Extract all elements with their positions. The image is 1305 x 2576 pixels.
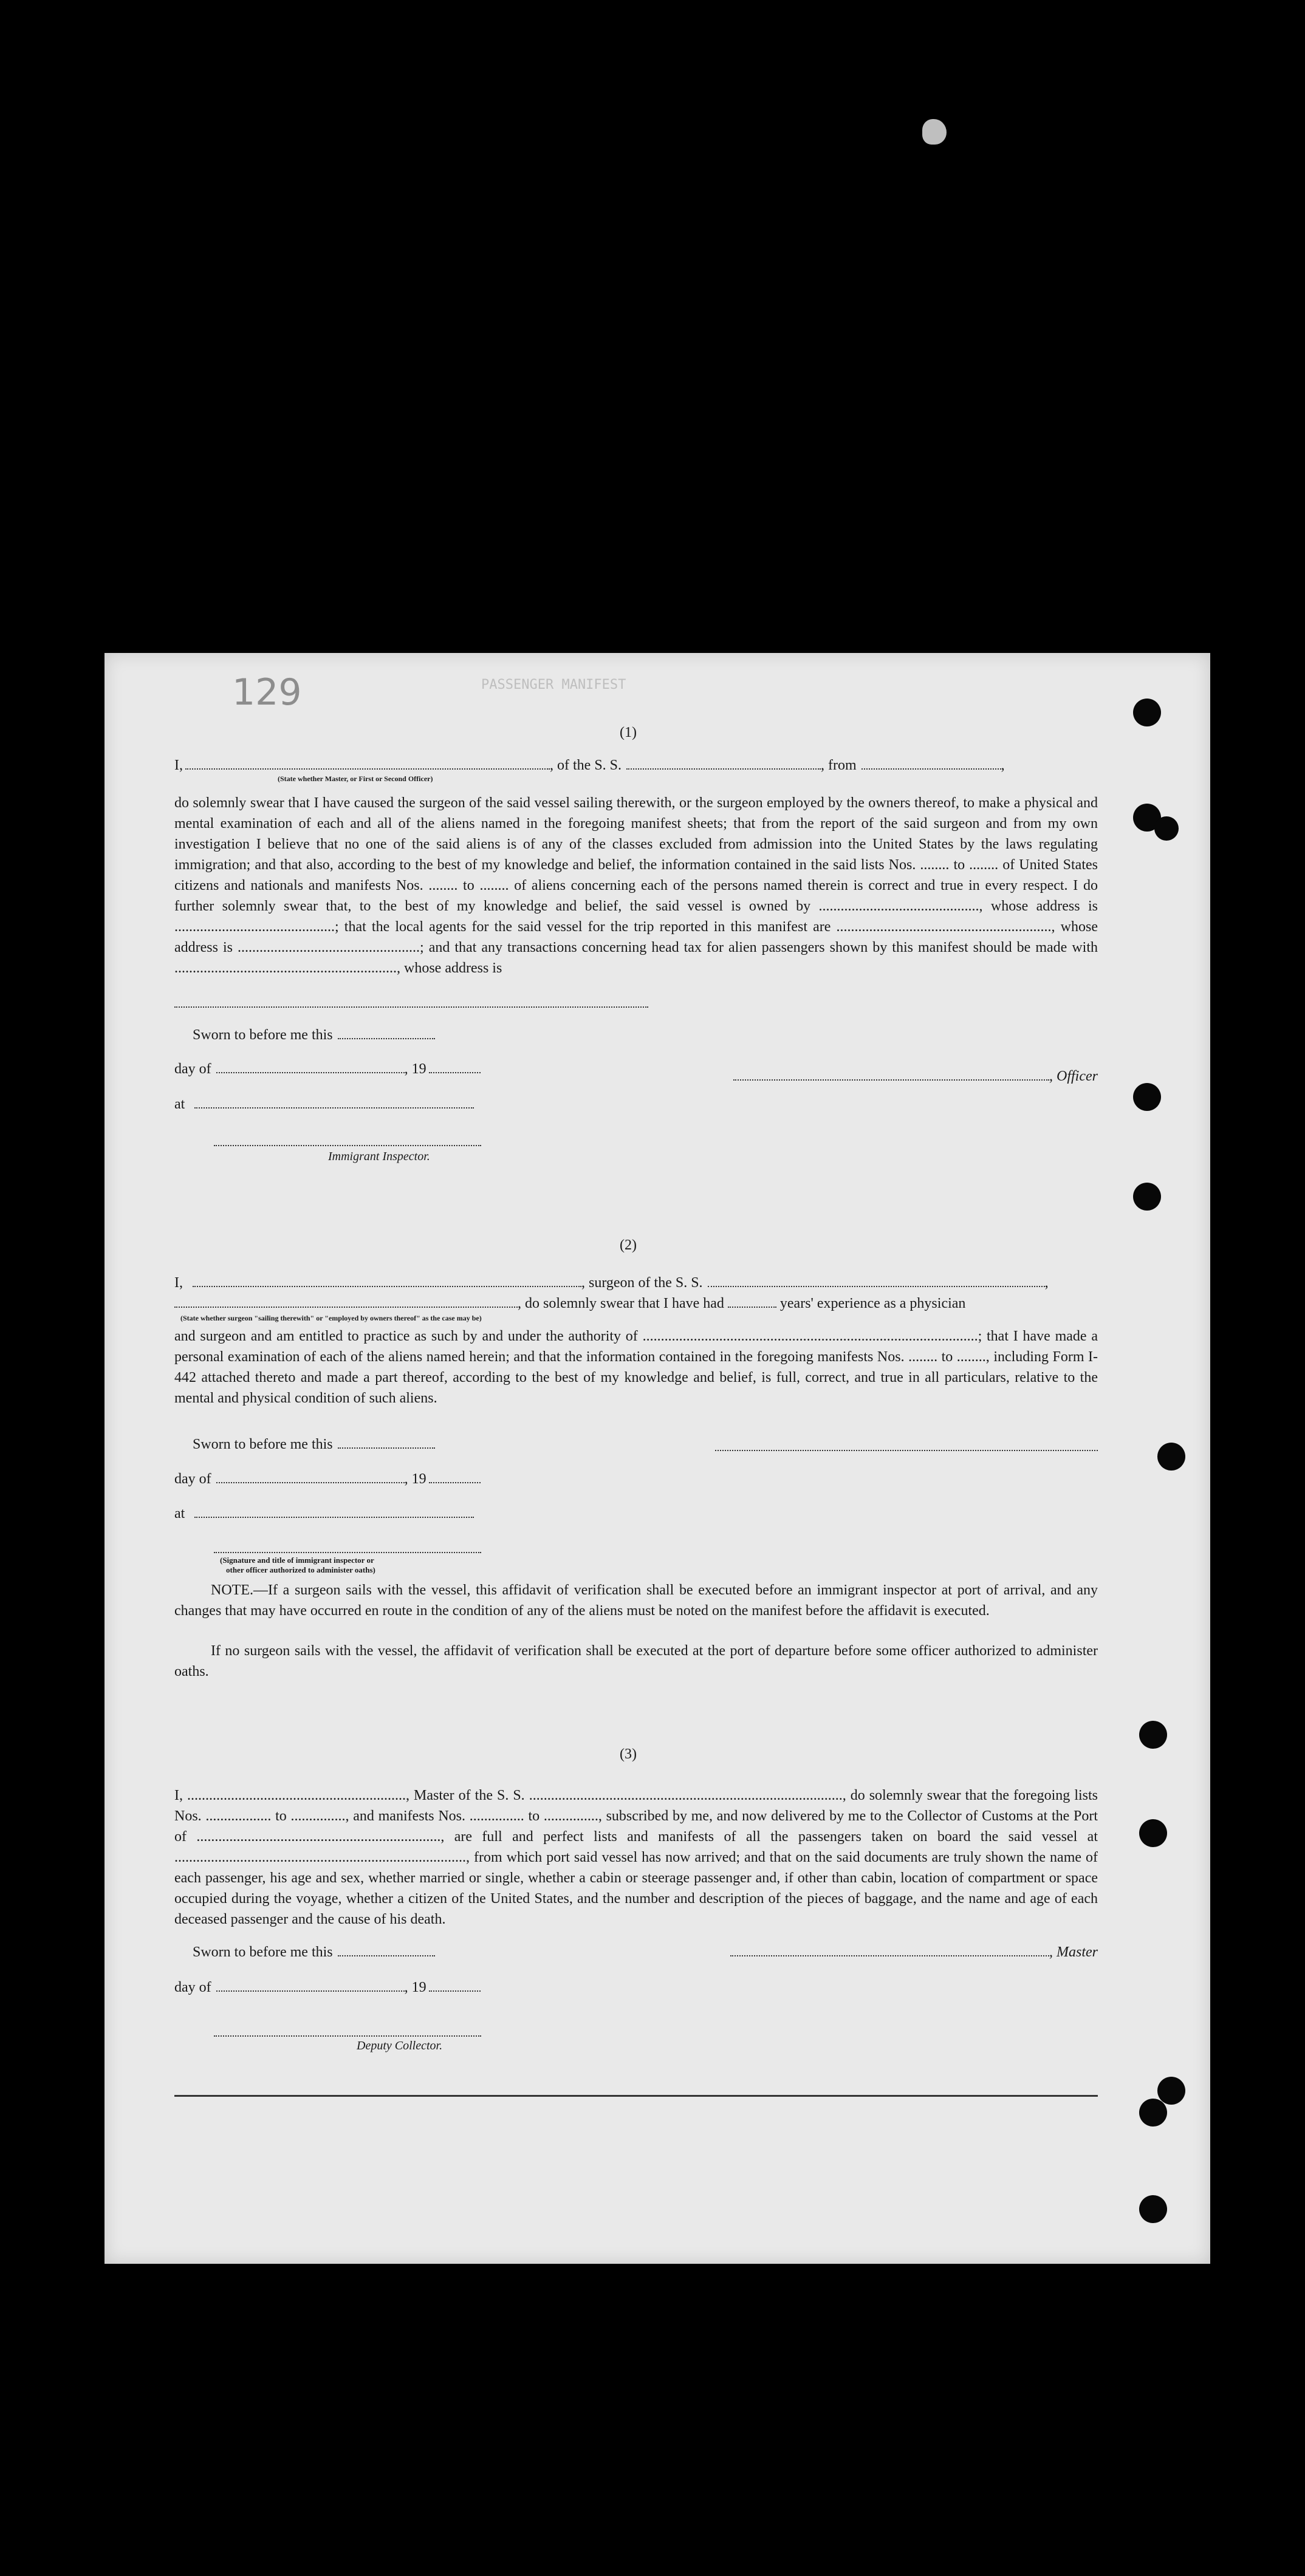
section-2-sworn-line: Sworn to before me this [193,1434,496,1455]
master-signature-line: , Master [715,1942,1098,1963]
signature-title-hint-2: other officer authorized to administer oaths) [226,1565,375,1574]
handwritten-number: 129 [232,671,302,714]
officer-signature-line: , Officer [715,1066,1098,1087]
section-3-number: (3) [620,1746,637,1762]
immigrant-inspector-label: Immigrant Inspector. [328,1150,430,1163]
binder-hole [1157,1443,1185,1471]
collector-signature-line [214,2034,481,2037]
binder-hole [1133,1183,1161,1211]
manifest-back-page [104,653,1210,2264]
surgeon-note: NOTE.—If a surgeon sails with the vessel, this affidavit of verification shall be executed before an immigrant inspector at port of arrival, and any changes that may have occurred en route in the condition of any of the aliens must be noted on the manifest before the affidavit is executed. [174,1582,1098,1619]
binder-hole [1139,1819,1167,1847]
section-2-second-line: , do solemnly swear that I have had years' experience as a physician [174,1293,1098,1314]
section-1-affidavit-text: do solemnly swear that I have caused the surgeon of the said vessel sailing therewith, or the surgeon employed by the owners thereof, to make a physical and mental examination of each and all of the aliens named in the foregoing manifest sheets; that from the report of the said surgeon and from my own investigation I believe that no one of the said aliens is of any of the classes excluded from admission into the United States by the laws regulating immigration; and that also, according to the best of my knowledge and belief, the information contained in the said lists Nos. ........ to ........ of United States citizens and nationals and manifests Nos. ........ to ........ of aliens concerning each of the persons named therein is correct and true in every respect. I do further solemnly swear that, to the best of my knowledge and belief, the said vessel is owned by ............................................, whose address is ............................................; that the local agents for the said vessel for the trip reported in this manifest are ..........................................................., whose address is ..................................................; and that any transactions concerning head tax for alien passengers shown by this manifest should be made with ............................................................., whose address is [174,795,1098,976]
bottom-rule [174,2095,1098,2097]
blank-line [174,1005,648,1008]
binder-hole [1139,2195,1167,2223]
section-3-affidavit-text: I, ............................................................, Master of the S. S. ......................................................................................, do solemnly swear that the foregoing lists Nos. .................. to ..............., and manifests Nos. ............... to ..............., subscribed by me, and now delivered by me to the Collector of Customs at the Port of ..................................................................., are full and perfect lists and manifests of all the passengers taken on board the said vessel at ................................................................................, from which port said vessel has now arrived; and that on the said documents are truly shown the name of each passenger, his age and sex, whether married or single, whether a cabin or steerage passenger and, if other than cabin, location of compartment or space occupied during the voyage, whether a citizen of the United States, and the number and description of the pieces of baggage, and the name and age of each deceased passenger and the cause of his death. [174,1788,1098,1927]
no-surgeon-note: If no surgeon sails with the vessel, the affidavit of verification shall be executed at the port of departure before some officer authorized to administer oaths. [174,1643,1098,1679]
film-speck [922,119,947,145]
section-1-at-line: at [174,1094,539,1115]
section-3-sworn-line: Sworn to before me this [193,1942,496,1963]
inspector-signature-line [214,1144,481,1146]
section-2-day-line: day of , 19 [174,1469,539,1489]
binder-hole [1139,2099,1167,2127]
binder-hole [1157,2077,1185,2105]
deputy-collector-label: Deputy Collector. [357,2039,443,2052]
section-1-number: (1) [620,725,637,740]
binder-hole [1139,1721,1167,1749]
section-3-day-line: day of , 19 [174,1977,539,1998]
surgeon-status-hint: (State whether surgeon "sailing therewith" or "employed by owners thereof" as the case may be) [180,1314,482,1322]
section-2-number: (2) [620,1237,637,1253]
section-2-first-line: I, , surgeon of the S. S. , [174,1275,1049,1291]
binder-hole [1133,699,1161,726]
officer-rank-hint: (State whether Master, or First or Second Officer) [278,774,433,783]
section-2-affidavit-text: and surgeon and am entitled to practice as such by and under the authority of ............................................................................................; that I have made a personal examination of each of the aliens named herein; and that the information contained in the foregoing manifests Nos. ........ to ........, including Form I-442 attached thereto and made a part thereof, according to the best of my knowledge and belief, is full, correct, and true in all particulars, relative to the mental and physical condition of such aliens. [174,1328,1098,1406]
binder-hole [1154,816,1179,841]
section-1-sworn-line: Sworn to before me this [193,1025,496,1045]
inspector-signature-line [214,1551,481,1553]
signature-title-hint-1: (Signature and title of immigrant inspector or [220,1556,374,1565]
binder-hole [1133,1083,1161,1111]
bleed-through-text: PASSENGER MANIFEST [481,677,626,692]
section-1-first-line: I, , of the S. S. , from , [174,757,1005,773]
section-1-day-line: day of , 19 [174,1059,539,1079]
section-2-at-line: at [174,1503,539,1524]
surgeon-signature-line [715,1449,1098,1451]
